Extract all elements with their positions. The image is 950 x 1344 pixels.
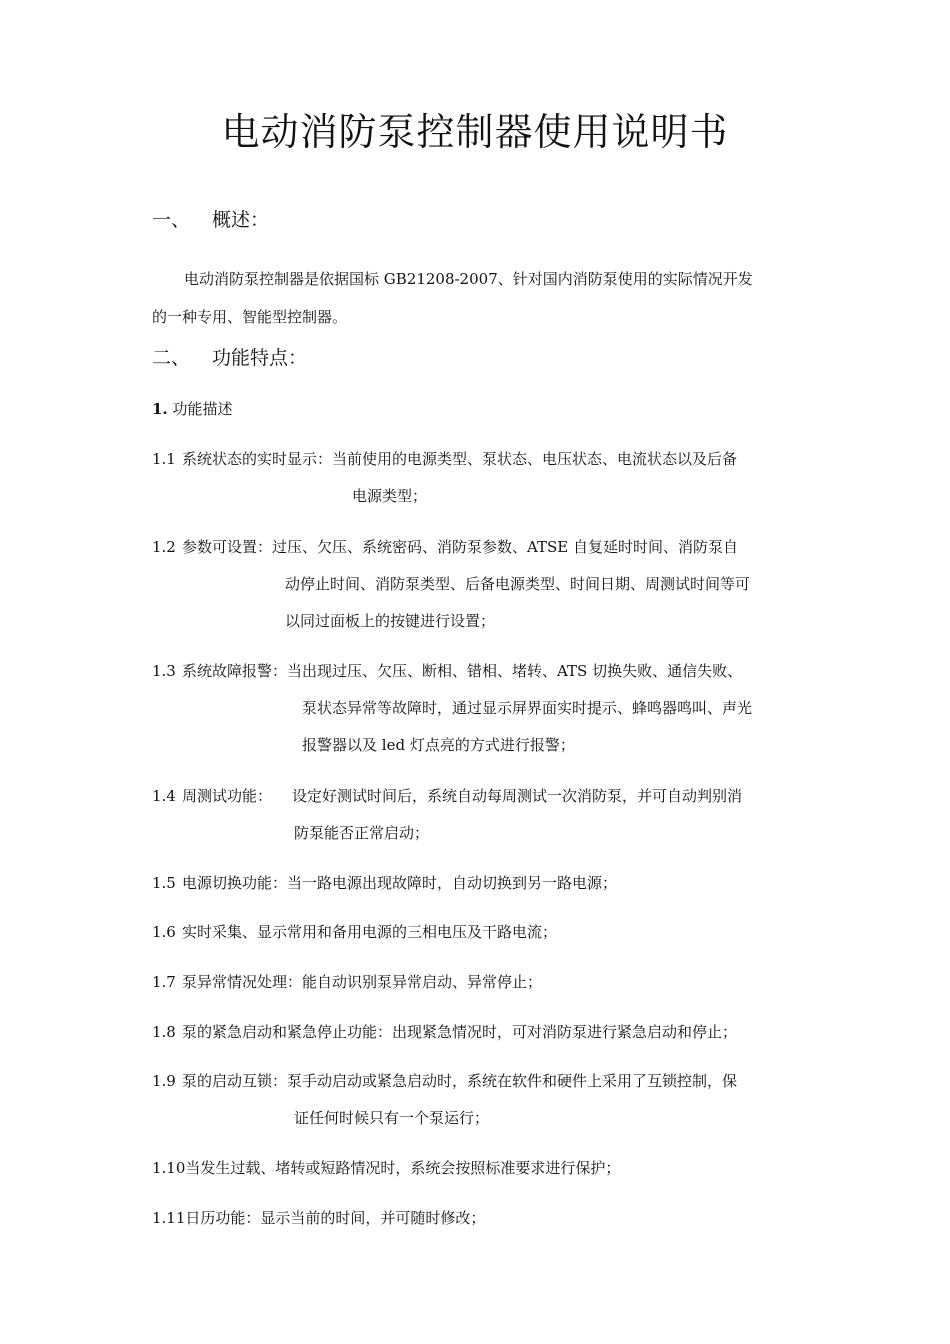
item-number: 1.8 [152,1023,176,1041]
section-number: 二、 [152,347,191,369]
item-number: 1.1 [152,450,176,468]
feature-item [152,1208,802,1245]
item-number: 1.9 [152,1072,176,1090]
item-text: 以同过面板上的按键进行设置； [285,612,496,630]
document-title: 电动消防泵控制器使用说明书 [221,110,729,154]
section-title: 功能特点： [212,347,308,369]
feature-item [152,786,802,860]
subsection-title: 功能描述 [172,400,233,418]
item-label: 电源切换功能： [182,874,288,892]
section-title: 概述： [212,209,270,231]
section-heading-overview [152,206,269,234]
item-label: 系统状态的实时显示： [182,450,333,468]
item-text: 当一路电源出现故障时，自动切换到另一路电源； [287,874,618,892]
item-number: 1.3 [152,662,176,680]
feature-item [152,972,802,1009]
item-label: 系统故障报警： [182,662,288,680]
item-text: 报警器以及 led 灯点亮的方式进行报警； [302,736,575,754]
item-text: 设定好测试时间后，系统自动每周测试一次消防泵，并可自动判别消 [292,787,743,805]
item-number: 1.11 [152,1209,186,1227]
item-number: 1.5 [152,874,176,892]
feature-item [152,1022,802,1059]
item-text: 实时采集、显示常用和备用电源的三相电压及干路电流； [182,923,558,941]
item-text: 泵状态异常等故障时，通过显示屏界面实时提示、蜂鸣器鸣叫、声光 [302,699,753,717]
item-text: 显示当前的时间，并可随时修改； [260,1209,486,1227]
subsection-heading [152,399,232,419]
feature-item [152,661,802,772]
overview-line: 的一种专用、智能型控制器。 [152,308,348,326]
subsection-number: 1. [152,400,168,418]
item-label: 泵的紧急启动和紧急停止功能： [182,1023,393,1041]
item-text: 当前使用的电源类型、泵状态、电压状态、电流状态以及后备 [332,450,738,468]
item-text: 动停止时间、消防泵类型、后备电源类型、时间日期、周测试时间等可 [285,575,751,593]
feature-item [152,922,802,959]
item-label: 参数可设置： [182,538,273,556]
item-text: 电源类型； [352,487,428,505]
item-text: 能自动识别泵异常启动、异常停止； [302,973,543,991]
section-heading-features [152,344,307,372]
item-label: 泵异常情况处理： [182,973,303,991]
item-label: 周测试功能： [182,787,273,805]
item-number: 1.7 [152,973,176,991]
item-text: 泵手动启动或紧急启动时，系统在软件和硬件上采用了互锁控制，保 [287,1072,738,1090]
feature-item [152,873,802,910]
item-number: 1.10 [152,1159,186,1177]
item-text: 当发生过载、堵转或短路情况时，系统会按照标准要求进行保护； [185,1159,621,1177]
section-number: 一、 [152,209,191,231]
item-number: 1.4 [152,787,176,805]
item-number: 1.2 [152,538,176,556]
overview-paragraph [152,260,802,336]
feature-item [152,449,802,523]
feature-item [152,1071,802,1145]
item-text: 过压、欠压、系统密码、消防泵参数、ATSE 自复延时时间、消防泵自 [272,538,739,556]
item-number: 1.6 [152,923,176,941]
item-label: 泵的启动互锁： [182,1072,288,1090]
feature-item [152,537,802,648]
item-text: 防泵能否正常启动； [294,824,430,842]
feature-item [152,1158,802,1195]
item-text: 出现紧急情况时，可对消防泵进行紧急启动和停止； [392,1023,738,1041]
overview-line: 电动消防泵控制器是依据国标 GB21208-2007、针对国内消防泵使用的实际情况开发 [184,270,753,288]
item-label: 日历功能： [185,1209,261,1227]
item-text: 当出现过压、欠压、断相、错相、堵转、ATS 切换失败、通信失败、 [287,662,743,680]
item-text: 证任何时候只有一个泵运行； [294,1109,490,1127]
